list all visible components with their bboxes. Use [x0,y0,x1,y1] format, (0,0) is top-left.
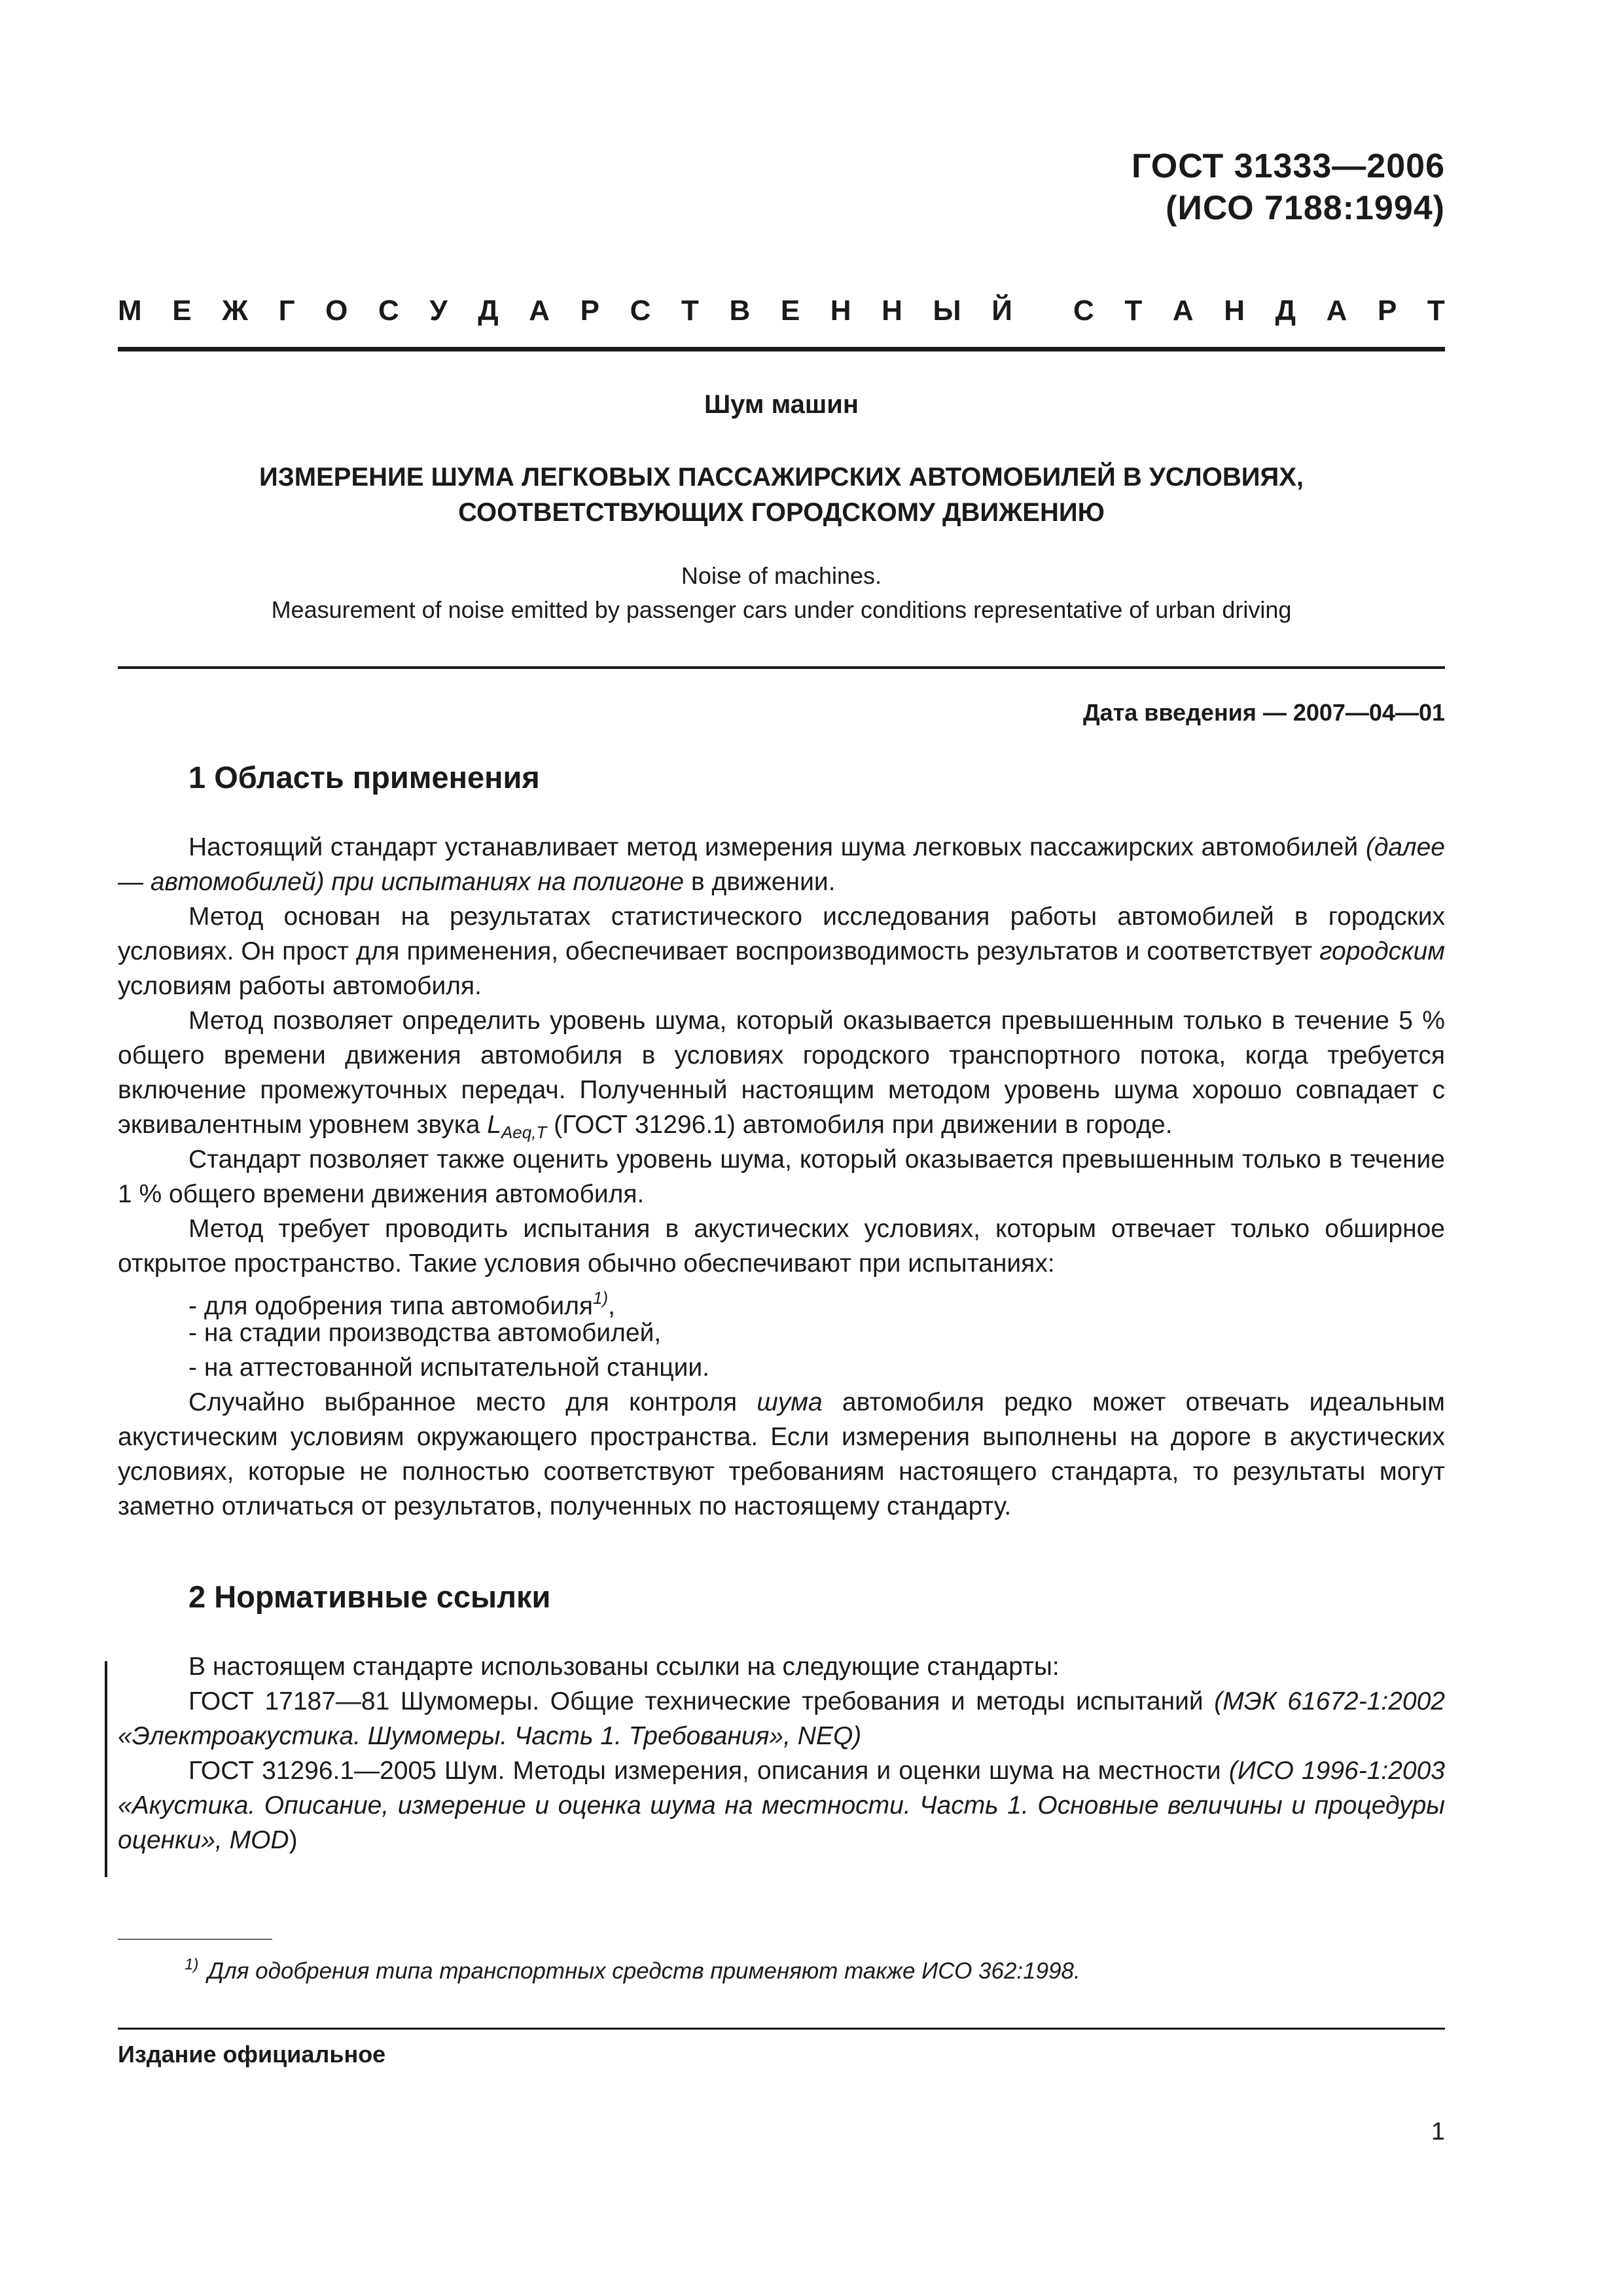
banner-letter: Й [991,295,1012,327]
italic-run: городским [1319,937,1445,965]
page-number: 1 [1431,2118,1445,2145]
banner-rule [118,347,1445,351]
text-run: - для одобрения типа автомобиля [188,1292,594,1320]
banner-letter: С [630,295,651,327]
banner-letter: Е [172,295,192,327]
text-run: условиям работы автомобиля. [118,972,482,1000]
banner-letter: Ы [933,295,961,327]
banner-letter: В [729,295,751,327]
banner-letter: Н [882,295,902,327]
banner-letter: А [529,295,550,327]
section-1-paragraph [118,830,1445,899]
footnote-reference: 1) [593,1288,609,1308]
list-item: - на аттестованной испытательной станции. [188,1354,709,1382]
title-rule [118,666,1445,669]
banner-letter: Р [580,295,599,327]
italic-run: (ИСО 1996-1:2003 «Акустика. Описание, измерение и оценка шума на местности. Часть 1. Основные величины и процедуры оценки», MOD [118,1757,1445,1854]
footer-rule [118,2028,1445,2030]
footnote-rule [118,1939,272,1940]
banner-letter: А [1172,295,1194,327]
footnote [185,1956,1080,1984]
text-run: автомобиля редко может отвечать идеальным акустическим условиям окружающего пространства. Если измерения выполнены на дороге в акустических условиях, которые не полностью соответствуют требованиям настоящего стандарта, то результаты могут заметно отличаться от результатов, полученных по настоящему стандарту. [118,1388,1445,1520]
text-run: ГОСТ 17187—81 Шумомеры. Общие технические требования и методы испытаний [188,1687,1215,1715]
italic-run: (МЭК 61672-1:2002 «Электроакустика. Шумомеры. Часть 1. Требования», NEQ) [118,1687,1445,1750]
text-run: ) [289,1826,298,1854]
text-run: Метод позволяет определить уровень шума, который оказывается превышенным только в течение 5 % общего времени движения автомобиля в условиях городского транспортного потока, когда требуется включение промежуточных передач. Полученный настоящим методом уровень шума хорошо совпадает с эквивалентным уровнем звука [118,1007,1445,1139]
section-1-paragraph: Метод требует проводить испытания в акустических условиях, которым отвечает только обширное открытое пространство. Такие условия обычно обеспечивают при испытаниях: [118,1215,1445,1278]
standard-type-banner [118,295,1445,327]
designation-iso: (ИСО 7188:1994) [1166,189,1445,227]
normative-reference [118,1684,1445,1753]
italic-run: (далее — автомобилей) при испытаниях на полигоне [118,833,1445,896]
banner-letter: Н [1224,295,1245,327]
section-1-paragraph [118,899,1445,1003]
banner-letter: С [1073,295,1094,327]
title-ru-line: СООТВЕТСТВУЮЩИХ ГОРОДСКОМУ ДВИЖЕНИЮ [458,498,1105,527]
italic-run: шума [757,1388,823,1416]
title-en-line: Measurement of noise emitted by passenger cars under conditions representative of urban driving [271,596,1292,623]
banner-letter: А [1326,295,1347,327]
normative-reference [118,1753,1445,1857]
designation-gost: ГОСТ 31333—2006 [1132,147,1445,185]
banner-letter: Е [780,295,800,327]
section-1-paragraph: Стандарт позволяет также оценить уровень шума, который оказывается превышенным только в течение 1 % общего времени движения автомобиля. [118,1145,1445,1208]
section-1-paragraph [118,1385,1445,1524]
text-run: , [608,1292,615,1320]
banner-letter: Г [278,295,295,327]
section-2-heading: 2 Нормативные ссылки [188,1579,551,1614]
banner-letter: С [378,295,399,327]
banner-letter: О [325,295,348,327]
introduction-date: Дата введения — 2007—04—01 [1082,699,1445,726]
change-bar [105,1661,107,1877]
banner-letter: Ж [222,295,248,327]
text-run: Метод основан на результатах статистического исследования работы автомобилей в городских условиях. Он прост для применения, обеспечивает воспроизводимость результатов и соответствует [118,903,1445,965]
footnote-mark: 1) [185,1956,199,1973]
edition-label: Издание официальное [118,2041,386,2068]
standard-designation [1132,145,1445,229]
document-subject: Шум машин [704,390,859,419]
document-title-en [118,559,1445,627]
banner-letter: М [118,295,142,327]
footnote-text: Для одобрения типа транспортных средств применяют также ИСО 362:1998. [207,1958,1080,1984]
banner-letter: Т [681,295,699,327]
title-en-line: Noise of machines. [681,562,882,589]
symbol-run: L [487,1111,501,1139]
banner-letter: Д [478,295,499,327]
text-run: Случайно выбранное место для контроля [188,1388,757,1416]
banner-letter: Н [830,295,851,327]
text-run: ГОСТ 31296.1—2005 Шум. Методы измерения, описания и оценки шума на местности [188,1757,1229,1785]
title-ru-line: ИЗМЕРЕНИЕ ШУМА ЛЕГКОВЫХ ПАССАЖИРСКИХ АВТОМОБИЛЕЙ В УСЛОВИЯХ, [259,463,1304,492]
banner-letter: Т [1124,295,1143,327]
banner-letter: Р [1377,295,1397,327]
text-run: в движении. [684,868,836,896]
list-item: - на стадии производства автомобилей, [188,1319,662,1347]
symbol-subscript: Aeq,T [501,1122,547,1142]
banner-letter: У [429,295,448,327]
section-1-heading: 1 Область применения [188,760,540,795]
section-2-paragraph: В настоящем стандарте использованы ссылки на следующие стандарты: [188,1653,1060,1681]
text-run: (ГОСТ 31296.1) автомобиля при движении в городе. [546,1111,1173,1139]
section-1-paragraph [118,1003,1445,1150]
banner-letter: Д [1275,295,1296,327]
document-title-ru [118,459,1445,530]
text-run: Настоящий стандарт устанавливает метод измерения шума легковых пассажирских автомобилей [188,833,1366,861]
banner-letter: Т [1427,295,1445,327]
